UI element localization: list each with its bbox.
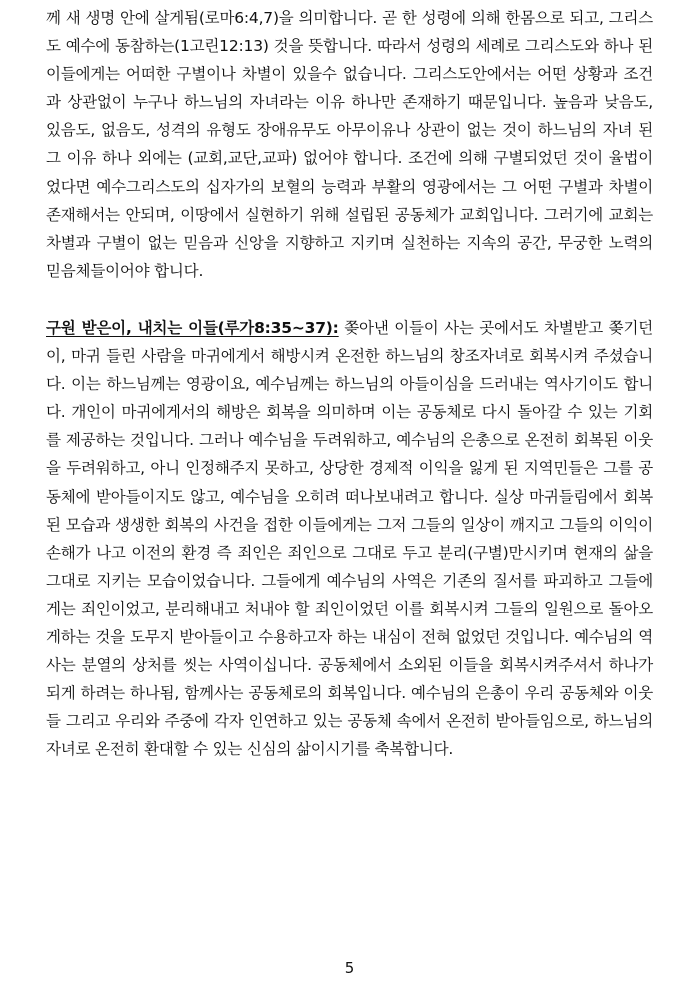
paragraph-restoration [46, 314, 653, 764]
document-body [46, 4, 653, 763]
page-number: 5 [344, 959, 355, 977]
section-heading: 구원 받은이, 내치는 이들(루가8:35~37): [46, 318, 339, 337]
paragraph-baptism: 께 새 생명 안에 살게됨(로마6:4,7)을 의미합니다. 곧 한 성령에 의해 한몸으로 되고, 그리스도 예수에 동참하는(1고린12:13) 것을 뜻합니다. 따라서 성령의 세례로 그리스도와 하나 된 이들에게는 어떠한 구별이나 차별이 있을수 없습니다. 그리스도안에서는 어떤 상황과 조건과 상관없이 누구나 하느님의 자녀라는 이유 하나만 존재하기 때문입니다. 높음과 낮음도, 있음도, 없음도, 성격의 유형도 장애유무도 아무이유나 상관이 없는 것이 하느님의 자녀 된 그 이유 하나 외에는 (교회,교단,교파) 없어야 합니다. 조건에 의해 구별되었던 것이 율법이었다면 예수그리스도의 십자가의 보혈의 능력과 부활의 영광에서는 그 어떤 구별과 차별이 존재해서는 안되며, 이땅에서 실현하기 위해 설립된 공동체가 교회입니다. 그러기에 교회는 차별과 구별이 없는 믿음과 신앙을 지향하고 지키며 실천하는 지속의 공간, 무궁한 노력의 믿음체들이어야 합니다. [46, 9, 653, 280]
paragraph-restoration-body: 쫒아낸 이들이 사는 곳에서도 차별받고 쫒기던 이, 마귀 들린 사람을 마귀에게서 해방시켜 온전한 하느님의 창조자녀로 회복시켜 주셨습니다. 이는 하느님께는 영광이요, 예수님께는 하느님의 아들이심을 드러내는 역사기이도 합니다. 개인이 마귀에게서의 해방은 회복을 의미하며 이는 공동체로 다시 돌아갈 수 있는 기회를 제공하는 것입니다. 그러나 예수님을 두려워하고, 예수님의 은총으로 온전히 회복된 이웃을 두려워하고, 아니 인정해주지 못하고, 상당한 경제적 이익을 잃게 된 지역민들은 그를 공동체에 받아들이지도 않고, 예수님을 오히려 떠나보내려고 합니다. 실상 마귀들림에서 회복된 모습과 생생한 회복의 사건을 접한 이들에게는 그저 그들의 일상이 깨지고 그들의 이익이 손해가 나고 이전의 환경 즉 죄인은 죄인으로 그대로 두고 분리(구별)만시키며 현재의 삶을 그대로 지키는 모습이었습니다. 그들에게 예수님의 사역은 기존의 질서를 파괴하고 그들에게는 죄인이었고, 분리해내고 처내야 할 죄인이었던 이를 회복시켜 그들의 일원으로 돌아오게하는 것을 도무지 받아들이고 수용하고자 하는 내심이 전혀 없었던 것입니다. 예수님의 역사는 분열의 상처를 씻는 사역이십니다. 공동체에서 소외된 이들을 회복시켜주셔서 하나가 되게 하려는 하나됨, 함께사는 공동체로의 회복입니다. 예수님의 은총이 우리 공동체와 이웃들 그리고 우리와 주중에 각자 인연하고 있는 공동체 속에서 온전히 받아들임으로, 하느님의 자녀로 온전히 환대할 수 있는 신심의 삶이시기를 축복합니다. [46, 318, 653, 759]
